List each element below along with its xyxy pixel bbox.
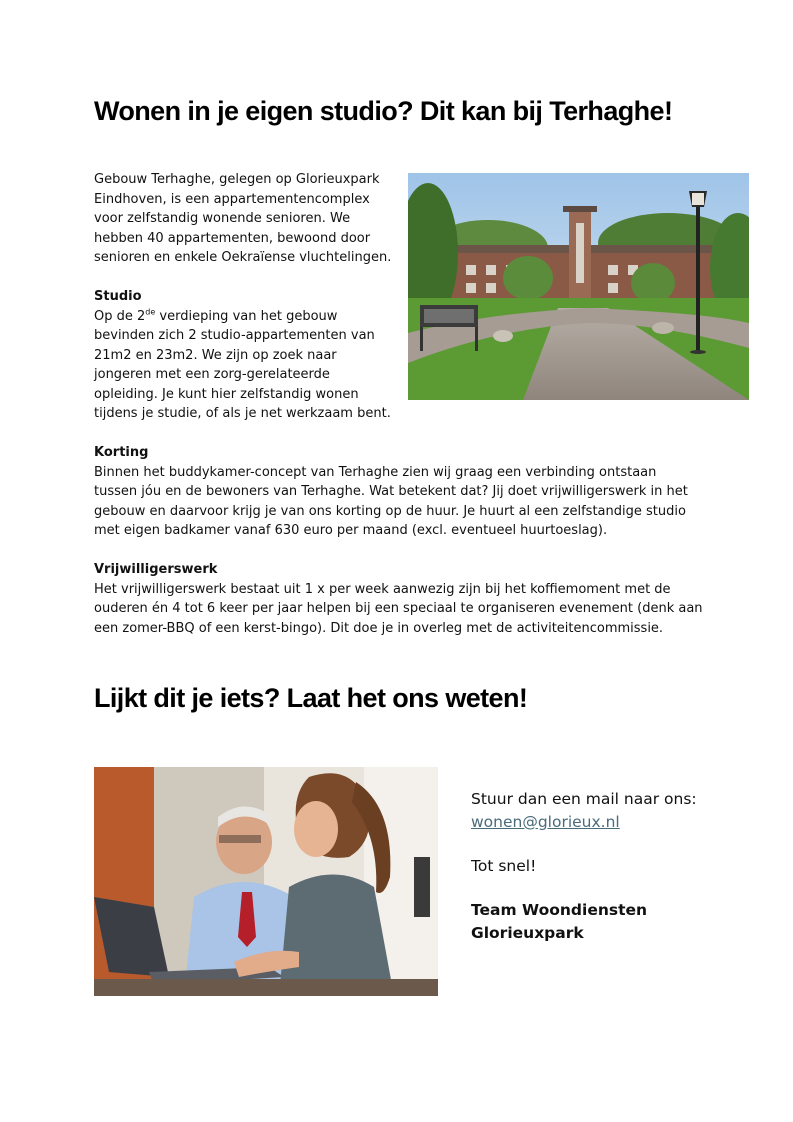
email-link[interactable]: wonen@glorieux.nl bbox=[471, 813, 620, 831]
superscript: de bbox=[145, 307, 156, 317]
text-line: voor zelfstandig wonende senioren. We bbox=[94, 211, 351, 226]
text-line: Het vrijwilligerswerk bestaat uit 1 x per week aanwezig zijn bij het koffiemoment met de bbox=[94, 581, 671, 597]
text-line: Eindhoven, is een appartementencomplex bbox=[94, 191, 370, 207]
vrijwilligerswerk-heading: Vrijwilligerswerk bbox=[94, 562, 218, 577]
team-location: Glorieuxpark bbox=[471, 924, 584, 942]
text-line: hebben 40 appartementen, bewoond door bbox=[94, 230, 371, 246]
contact-intro: Stuur dan een mail naar ons: bbox=[471, 790, 697, 808]
text-line: senioren en enkele Oekraïense vluchtelingen. bbox=[94, 250, 392, 265]
text-line bbox=[94, 307, 394, 327]
studio-section bbox=[94, 287, 394, 424]
text-line: tijdens je studie, of als je net werkzaam bent. bbox=[94, 406, 391, 421]
text-line: bevinden zich 2 studio-appartementen van bbox=[94, 328, 375, 343]
text-line: Gebouw Terhaghe, gelegen op Glorieuxpark bbox=[94, 172, 380, 187]
text-line: met eigen badkamer vanaf 630 euro per maand (excl. eventueel huurtoeslag). bbox=[94, 523, 608, 538]
page-title: Wonen in je eigen studio? Dit kan bij Terhaghe! bbox=[94, 96, 673, 126]
text-line: Binnen het buddykamer-concept van Terhaghe zien wij graag een verbinding ontstaan bbox=[94, 464, 657, 480]
people-photo bbox=[94, 767, 438, 996]
closing-text: Tot snel! bbox=[471, 857, 537, 875]
text-fragment: Op de 2 bbox=[94, 308, 146, 324]
korting-section bbox=[94, 443, 704, 541]
team-name: Team Woondiensten bbox=[471, 901, 648, 919]
text-fragment: verdieping van het gebouw bbox=[155, 308, 338, 324]
spacer bbox=[471, 878, 731, 899]
vrijwilligerswerk-section bbox=[94, 560, 706, 638]
building-photo bbox=[408, 173, 749, 400]
text-line: een zomer-BBQ of een kerst-bingo). Dit doe je in overleg met de activiteitencommissie. bbox=[94, 620, 664, 636]
text-line: gebouw en daarvoor krijg je van ons korting op de huur. Je huurt al een zelfstandige studio bbox=[94, 503, 686, 519]
text-line: opleiding. Je kunt hier zelfstandig wonen bbox=[94, 386, 359, 402]
text-line: tussen jóu en de bewoners van Terhaghe. Wat betekent dat? Jij doet vrijwilligerswerk in het bbox=[94, 484, 688, 499]
studio-heading: Studio bbox=[94, 289, 142, 304]
text-line: ouderen én 4 tot 6 keer per jaar helpen bij een speciaal te organiseren evenement (denk aan bbox=[94, 601, 703, 616]
text-line: jongeren met een zorg-gerelateerde bbox=[94, 367, 330, 382]
intro-paragraph bbox=[94, 170, 394, 268]
spacer bbox=[471, 834, 731, 855]
contact-block bbox=[471, 788, 731, 945]
korting-heading: Korting bbox=[94, 445, 149, 460]
call-to-action-heading: Lijkt dit je iets? Laat het ons weten! bbox=[94, 683, 528, 713]
text-line: 21m2 en 23m2. We zijn op zoek naar bbox=[94, 347, 337, 363]
